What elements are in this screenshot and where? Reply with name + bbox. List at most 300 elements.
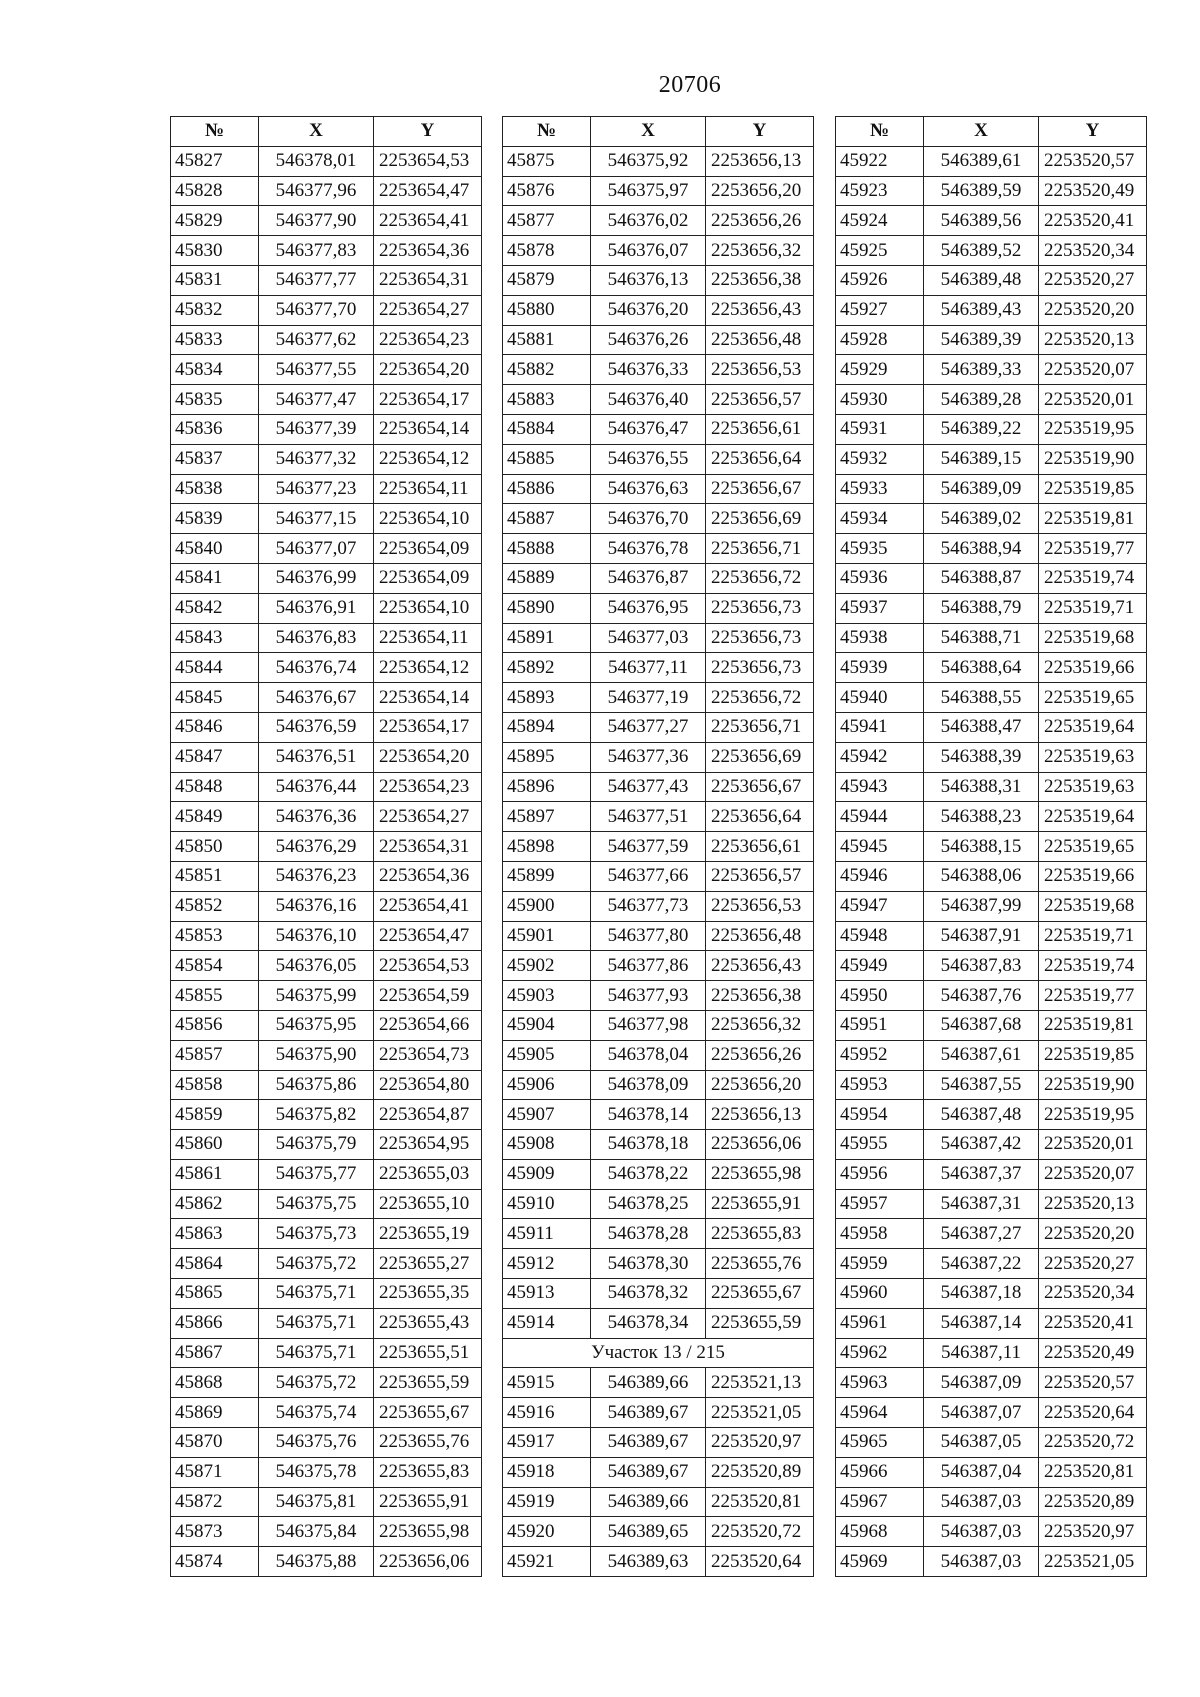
- table-row: [836, 146, 1147, 176]
- x-coordinate-cell: 546377,15: [259, 504, 374, 534]
- table-row: [171, 504, 482, 534]
- header-number: №: [503, 117, 591, 147]
- point-number-cell: 45919: [503, 1487, 591, 1517]
- table-row: [836, 712, 1147, 742]
- y-coordinate-cell: 2253655,91: [374, 1487, 482, 1517]
- y-coordinate-cell: 2253656,73: [706, 653, 814, 683]
- x-coordinate-cell: 546388,55: [924, 683, 1039, 713]
- point-number-cell: 45943: [836, 772, 924, 802]
- table-row: [171, 981, 482, 1011]
- y-coordinate-cell: 2253656,72: [706, 683, 814, 713]
- x-coordinate-cell: 546378,04: [591, 1040, 706, 1070]
- x-coordinate-cell: 546376,67: [259, 683, 374, 713]
- header-number: №: [171, 117, 259, 147]
- point-number-cell: 45834: [171, 355, 259, 385]
- x-coordinate-cell: 546388,06: [924, 861, 1039, 891]
- table-row: [836, 1547, 1147, 1577]
- x-coordinate-cell: 546376,26: [591, 325, 706, 355]
- x-coordinate-cell: 546387,61: [924, 1040, 1039, 1070]
- x-coordinate-cell: 546376,99: [259, 563, 374, 593]
- point-number-cell: 45957: [836, 1189, 924, 1219]
- y-coordinate-cell: 2253656,06: [374, 1547, 482, 1577]
- table-row: [503, 1279, 814, 1309]
- point-number-cell: 45942: [836, 742, 924, 772]
- y-coordinate-cell: 2253520,64: [706, 1547, 814, 1577]
- table-row: [171, 206, 482, 236]
- point-number-cell: 45827: [171, 146, 259, 176]
- table-row: [503, 176, 814, 206]
- y-coordinate-cell: 2253656,73: [706, 593, 814, 623]
- point-number-cell: 45839: [171, 504, 259, 534]
- y-coordinate-cell: 2253654,41: [374, 891, 482, 921]
- point-number-cell: 45909: [503, 1159, 591, 1189]
- x-coordinate-cell: 546387,83: [924, 951, 1039, 981]
- x-coordinate-cell: 546378,30: [591, 1249, 706, 1279]
- point-number-cell: 45881: [503, 325, 591, 355]
- table-row: [171, 563, 482, 593]
- x-coordinate-cell: 546376,36: [259, 802, 374, 832]
- x-coordinate-cell: 546376,07: [591, 236, 706, 266]
- table-row: [836, 1249, 1147, 1279]
- y-coordinate-cell: 2253519,85: [1039, 1040, 1147, 1070]
- x-coordinate-cell: 546388,39: [924, 742, 1039, 772]
- point-number-cell: 45911: [503, 1219, 591, 1249]
- y-coordinate-cell: 2253519,90: [1039, 444, 1147, 474]
- point-number-cell: 45937: [836, 593, 924, 623]
- x-coordinate-cell: 546377,32: [259, 444, 374, 474]
- y-coordinate-cell: 2253655,03: [374, 1159, 482, 1189]
- y-coordinate-cell: 2253654,10: [374, 504, 482, 534]
- x-coordinate-cell: 546388,71: [924, 623, 1039, 653]
- table-row: [836, 832, 1147, 862]
- y-coordinate-cell: 2253521,13: [706, 1368, 814, 1398]
- table-row: [836, 236, 1147, 266]
- y-coordinate-cell: 2253520,27: [1039, 265, 1147, 295]
- y-coordinate-cell: 2253656,64: [706, 444, 814, 474]
- table-row: [836, 1338, 1147, 1368]
- point-number-cell: 45923: [836, 176, 924, 206]
- y-coordinate-cell: 2253520,13: [1039, 1189, 1147, 1219]
- y-coordinate-cell: 2253656,61: [706, 832, 814, 862]
- table-row: [503, 1100, 814, 1130]
- point-number-cell: 45964: [836, 1398, 924, 1428]
- x-coordinate-cell: 546375,95: [259, 1010, 374, 1040]
- point-number-cell: 45840: [171, 534, 259, 564]
- x-coordinate-cell: 546387,48: [924, 1100, 1039, 1130]
- table-row: [171, 1249, 482, 1279]
- x-coordinate-cell: 546387,68: [924, 1010, 1039, 1040]
- x-coordinate-cell: 546376,95: [591, 593, 706, 623]
- x-coordinate-cell: 546376,10: [259, 921, 374, 951]
- y-coordinate-cell: 2253519,64: [1039, 802, 1147, 832]
- x-coordinate-cell: 546377,59: [591, 832, 706, 862]
- x-coordinate-cell: 546389,52: [924, 236, 1039, 266]
- table-row: [836, 1457, 1147, 1487]
- point-number-cell: 45914: [503, 1308, 591, 1338]
- point-number-cell: 45967: [836, 1487, 924, 1517]
- table-row: [503, 444, 814, 474]
- x-coordinate-cell: 546377,96: [259, 176, 374, 206]
- y-coordinate-cell: 2253655,35: [374, 1279, 482, 1309]
- point-number-cell: 45900: [503, 891, 591, 921]
- y-coordinate-cell: 2253656,57: [706, 861, 814, 891]
- x-coordinate-cell: 546378,34: [591, 1308, 706, 1338]
- table-row: [171, 891, 482, 921]
- table-row: [503, 1547, 814, 1577]
- table-row: [503, 1308, 814, 1338]
- x-coordinate-cell: 546377,93: [591, 981, 706, 1011]
- header-y: Y: [374, 117, 482, 147]
- x-coordinate-cell: 546377,66: [591, 861, 706, 891]
- x-coordinate-cell: 546375,92: [591, 146, 706, 176]
- point-number-cell: 45954: [836, 1100, 924, 1130]
- x-coordinate-cell: 546376,16: [259, 891, 374, 921]
- y-coordinate-cell: 2253655,76: [374, 1428, 482, 1458]
- y-coordinate-cell: 2253519,68: [1039, 623, 1147, 653]
- x-coordinate-cell: 546375,82: [259, 1100, 374, 1130]
- point-number-cell: 45941: [836, 712, 924, 742]
- point-number-cell: 45877: [503, 206, 591, 236]
- table-row: [836, 1130, 1147, 1160]
- y-coordinate-cell: 2253520,49: [1039, 176, 1147, 206]
- point-number-cell: 45933: [836, 474, 924, 504]
- table-row: [503, 295, 814, 325]
- x-coordinate-cell: 546388,79: [924, 593, 1039, 623]
- table-row: [836, 295, 1147, 325]
- point-number-cell: 45951: [836, 1010, 924, 1040]
- table-header-row: [836, 117, 1147, 147]
- table-row: [171, 712, 482, 742]
- x-coordinate-cell: 546378,25: [591, 1189, 706, 1219]
- x-coordinate-cell: 546376,13: [591, 265, 706, 295]
- x-coordinate-cell: 546387,91: [924, 921, 1039, 951]
- x-coordinate-cell: 546378,32: [591, 1279, 706, 1309]
- x-coordinate-cell: 546375,84: [259, 1517, 374, 1547]
- x-coordinate-cell: 546375,75: [259, 1189, 374, 1219]
- table-row: [503, 1040, 814, 1070]
- x-coordinate-cell: 546387,22: [924, 1249, 1039, 1279]
- y-coordinate-cell: 2253655,19: [374, 1219, 482, 1249]
- table-row: [836, 1219, 1147, 1249]
- x-coordinate-cell: 546388,94: [924, 534, 1039, 564]
- y-coordinate-cell: 2253654,09: [374, 563, 482, 593]
- y-coordinate-cell: 2253656,72: [706, 563, 814, 593]
- table-row: [503, 832, 814, 862]
- table-row: [171, 265, 482, 295]
- y-coordinate-cell: 2253656,20: [706, 176, 814, 206]
- y-coordinate-cell: 2253654,59: [374, 981, 482, 1011]
- point-number-cell: 45865: [171, 1279, 259, 1309]
- x-coordinate-cell: 546388,15: [924, 832, 1039, 862]
- table-row: [503, 1070, 814, 1100]
- table-row: [836, 1398, 1147, 1428]
- table-row: [171, 1130, 482, 1160]
- x-coordinate-cell: 546375,90: [259, 1040, 374, 1070]
- y-coordinate-cell: 2253654,12: [374, 444, 482, 474]
- point-number-cell: 45952: [836, 1040, 924, 1070]
- x-coordinate-cell: 546387,18: [924, 1279, 1039, 1309]
- y-coordinate-cell: 2253654,36: [374, 861, 482, 891]
- point-number-cell: 45924: [836, 206, 924, 236]
- point-number-cell: 45848: [171, 772, 259, 802]
- x-coordinate-cell: 546376,33: [591, 355, 706, 385]
- table-row: [503, 891, 814, 921]
- point-number-cell: 45927: [836, 295, 924, 325]
- y-coordinate-cell: 2253520,57: [1039, 1368, 1147, 1398]
- x-coordinate-cell: 546389,43: [924, 295, 1039, 325]
- table-row: [836, 1517, 1147, 1547]
- point-number-cell: 45845: [171, 683, 259, 713]
- header-x: X: [924, 117, 1039, 147]
- point-number-cell: 45931: [836, 414, 924, 444]
- point-number-cell: 45882: [503, 355, 591, 385]
- x-coordinate-cell: 546376,02: [591, 206, 706, 236]
- x-coordinate-cell: 546387,04: [924, 1457, 1039, 1487]
- point-number-cell: 45936: [836, 563, 924, 593]
- point-number-cell: 45935: [836, 534, 924, 564]
- x-coordinate-cell: 546377,80: [591, 921, 706, 951]
- point-number-cell: 45868: [171, 1368, 259, 1398]
- y-coordinate-cell: 2253519,95: [1039, 414, 1147, 444]
- x-coordinate-cell: 546375,71: [259, 1338, 374, 1368]
- x-coordinate-cell: 546389,66: [591, 1487, 706, 1517]
- y-coordinate-cell: 2253654,12: [374, 653, 482, 683]
- y-coordinate-cell: 2253520,41: [1039, 1308, 1147, 1338]
- table-row: [171, 683, 482, 713]
- y-coordinate-cell: 2253656,71: [706, 712, 814, 742]
- header-y: Y: [706, 117, 814, 147]
- table-row: [171, 176, 482, 206]
- table-row: [171, 295, 482, 325]
- table-row: [503, 1219, 814, 1249]
- table-row: [503, 385, 814, 415]
- point-number-cell: 45880: [503, 295, 591, 325]
- table-row: [503, 712, 814, 742]
- x-coordinate-cell: 546389,66: [591, 1368, 706, 1398]
- y-coordinate-cell: 2253519,85: [1039, 474, 1147, 504]
- table-row: [836, 474, 1147, 504]
- point-number-cell: 45875: [503, 146, 591, 176]
- point-number-cell: 45921: [503, 1547, 591, 1577]
- table-row: [503, 1457, 814, 1487]
- y-coordinate-cell: 2253520,01: [1039, 385, 1147, 415]
- x-coordinate-cell: 546377,23: [259, 474, 374, 504]
- x-coordinate-cell: 546376,51: [259, 742, 374, 772]
- table-row: [836, 1159, 1147, 1189]
- table-row: [171, 1428, 482, 1458]
- x-coordinate-cell: 546387,07: [924, 1398, 1039, 1428]
- point-number-cell: 45873: [171, 1517, 259, 1547]
- y-coordinate-cell: 2253655,91: [706, 1189, 814, 1219]
- table-row: [171, 1159, 482, 1189]
- table-row: [503, 772, 814, 802]
- y-coordinate-cell: 2253520,41: [1039, 206, 1147, 236]
- y-coordinate-cell: 2253655,51: [374, 1338, 482, 1368]
- point-number-cell: 45910: [503, 1189, 591, 1219]
- x-coordinate-cell: 546375,76: [259, 1428, 374, 1458]
- y-coordinate-cell: 2253656,69: [706, 504, 814, 534]
- y-coordinate-cell: 2253520,81: [706, 1487, 814, 1517]
- point-number-cell: 45917: [503, 1428, 591, 1458]
- x-coordinate-cell: 546389,59: [924, 176, 1039, 206]
- table-row: [171, 1279, 482, 1309]
- y-coordinate-cell: 2253655,76: [706, 1249, 814, 1279]
- point-number-cell: 45861: [171, 1159, 259, 1189]
- x-coordinate-cell: 546375,71: [259, 1308, 374, 1338]
- y-coordinate-cell: 2253654,23: [374, 325, 482, 355]
- x-coordinate-cell: 546376,74: [259, 653, 374, 683]
- point-number-cell: 45870: [171, 1428, 259, 1458]
- point-number-cell: 45883: [503, 385, 591, 415]
- point-number-cell: 45902: [503, 951, 591, 981]
- x-coordinate-cell: 546375,86: [259, 1070, 374, 1100]
- point-number-cell: 45948: [836, 921, 924, 951]
- point-number-cell: 45887: [503, 504, 591, 534]
- x-coordinate-cell: 546377,47: [259, 385, 374, 415]
- y-coordinate-cell: 2253520,97: [1039, 1517, 1147, 1547]
- point-number-cell: 45959: [836, 1249, 924, 1279]
- table-row: [171, 1070, 482, 1100]
- x-coordinate-cell: 546387,05: [924, 1428, 1039, 1458]
- point-number-cell: 45922: [836, 146, 924, 176]
- point-number-cell: 45958: [836, 1219, 924, 1249]
- y-coordinate-cell: 2253520,07: [1039, 1159, 1147, 1189]
- x-coordinate-cell: 546376,70: [591, 504, 706, 534]
- x-coordinate-cell: 546375,72: [259, 1368, 374, 1398]
- x-coordinate-cell: 546378,28: [591, 1219, 706, 1249]
- x-coordinate-cell: 546376,63: [591, 474, 706, 504]
- y-coordinate-cell: 2253654,66: [374, 1010, 482, 1040]
- section-row: [503, 1338, 814, 1368]
- point-number-cell: 45938: [836, 623, 924, 653]
- x-coordinate-cell: 546376,44: [259, 772, 374, 802]
- table-row: [503, 593, 814, 623]
- table-row: [503, 563, 814, 593]
- x-coordinate-cell: 546375,77: [259, 1159, 374, 1189]
- x-coordinate-cell: 546387,27: [924, 1219, 1039, 1249]
- point-number-cell: 45856: [171, 1010, 259, 1040]
- x-coordinate-cell: 546387,14: [924, 1308, 1039, 1338]
- y-coordinate-cell: 2253655,67: [374, 1398, 482, 1428]
- point-number-cell: 45926: [836, 265, 924, 295]
- table-row: [171, 1308, 482, 1338]
- y-coordinate-cell: 2253654,31: [374, 832, 482, 862]
- y-coordinate-cell: 2253519,81: [1039, 504, 1147, 534]
- table-row: [836, 1487, 1147, 1517]
- table-row: [171, 802, 482, 832]
- y-coordinate-cell: 2253656,48: [706, 325, 814, 355]
- header-x: X: [591, 117, 706, 147]
- point-number-cell: 45905: [503, 1040, 591, 1070]
- y-coordinate-cell: 2253519,71: [1039, 921, 1147, 951]
- point-number-cell: 45879: [503, 265, 591, 295]
- point-number-cell: 45891: [503, 623, 591, 653]
- point-number-cell: 45953: [836, 1070, 924, 1100]
- point-number-cell: 45966: [836, 1457, 924, 1487]
- point-number-cell: 45858: [171, 1070, 259, 1100]
- y-coordinate-cell: 2253519,68: [1039, 891, 1147, 921]
- x-coordinate-cell: 546377,39: [259, 414, 374, 444]
- x-coordinate-cell: 546377,19: [591, 683, 706, 713]
- y-coordinate-cell: 2253654,41: [374, 206, 482, 236]
- page-number: 20706: [658, 72, 722, 98]
- x-coordinate-cell: 546376,59: [259, 712, 374, 742]
- point-number-cell: 45852: [171, 891, 259, 921]
- table-row: [503, 355, 814, 385]
- y-coordinate-cell: 2253656,06: [706, 1130, 814, 1160]
- x-coordinate-cell: 546389,15: [924, 444, 1039, 474]
- table-row: [503, 921, 814, 951]
- point-number-cell: 45908: [503, 1130, 591, 1160]
- point-number-cell: 45867: [171, 1338, 259, 1368]
- table-row: [171, 1100, 482, 1130]
- table-row: [836, 653, 1147, 683]
- table-row: [503, 265, 814, 295]
- point-number-cell: 45849: [171, 802, 259, 832]
- table-row: [836, 1010, 1147, 1040]
- table-row: [503, 504, 814, 534]
- y-coordinate-cell: 2253520,89: [1039, 1487, 1147, 1517]
- point-number-cell: 45851: [171, 861, 259, 891]
- y-coordinate-cell: 2253656,71: [706, 534, 814, 564]
- x-coordinate-cell: 546387,09: [924, 1368, 1039, 1398]
- table-row: [503, 951, 814, 981]
- y-coordinate-cell: 2253656,38: [706, 981, 814, 1011]
- point-number-cell: 45901: [503, 921, 591, 951]
- point-number-cell: 45860: [171, 1130, 259, 1160]
- coordinates-table-1: [170, 116, 482, 1577]
- table-row: [836, 921, 1147, 951]
- table-row: [836, 563, 1147, 593]
- table-row: [171, 593, 482, 623]
- point-number-cell: 45837: [171, 444, 259, 474]
- y-coordinate-cell: 2253655,98: [706, 1159, 814, 1189]
- y-coordinate-cell: 2253654,17: [374, 712, 482, 742]
- point-number-cell: 45904: [503, 1010, 591, 1040]
- y-coordinate-cell: 2253655,83: [706, 1219, 814, 1249]
- table-row: [836, 504, 1147, 534]
- x-coordinate-cell: 546389,65: [591, 1517, 706, 1547]
- x-coordinate-cell: 546378,01: [259, 146, 374, 176]
- point-number-cell: 45862: [171, 1189, 259, 1219]
- table-row: [503, 1368, 814, 1398]
- y-coordinate-cell: 2253519,64: [1039, 712, 1147, 742]
- x-coordinate-cell: 546387,37: [924, 1159, 1039, 1189]
- x-coordinate-cell: 546387,03: [924, 1517, 1039, 1547]
- table-row: [171, 1040, 482, 1070]
- y-coordinate-cell: 2253521,05: [706, 1398, 814, 1428]
- x-coordinate-cell: 546389,67: [591, 1457, 706, 1487]
- y-coordinate-cell: 2253656,67: [706, 772, 814, 802]
- y-coordinate-cell: 2253655,43: [374, 1308, 482, 1338]
- x-coordinate-cell: 546376,29: [259, 832, 374, 862]
- y-coordinate-cell: 2253656,73: [706, 623, 814, 653]
- point-number-cell: 45946: [836, 861, 924, 891]
- table-row: [503, 1517, 814, 1547]
- table-row: [171, 146, 482, 176]
- x-coordinate-cell: 546377,11: [591, 653, 706, 683]
- point-number-cell: 45934: [836, 504, 924, 534]
- point-number-cell: 45855: [171, 981, 259, 1011]
- x-coordinate-cell: 546377,90: [259, 206, 374, 236]
- table-row: [836, 802, 1147, 832]
- x-coordinate-cell: 546377,70: [259, 295, 374, 325]
- y-coordinate-cell: 2253519,95: [1039, 1100, 1147, 1130]
- table-row: [503, 236, 814, 266]
- y-coordinate-cell: 2253519,77: [1039, 981, 1147, 1011]
- x-coordinate-cell: 546378,22: [591, 1159, 706, 1189]
- x-coordinate-cell: 546378,14: [591, 1100, 706, 1130]
